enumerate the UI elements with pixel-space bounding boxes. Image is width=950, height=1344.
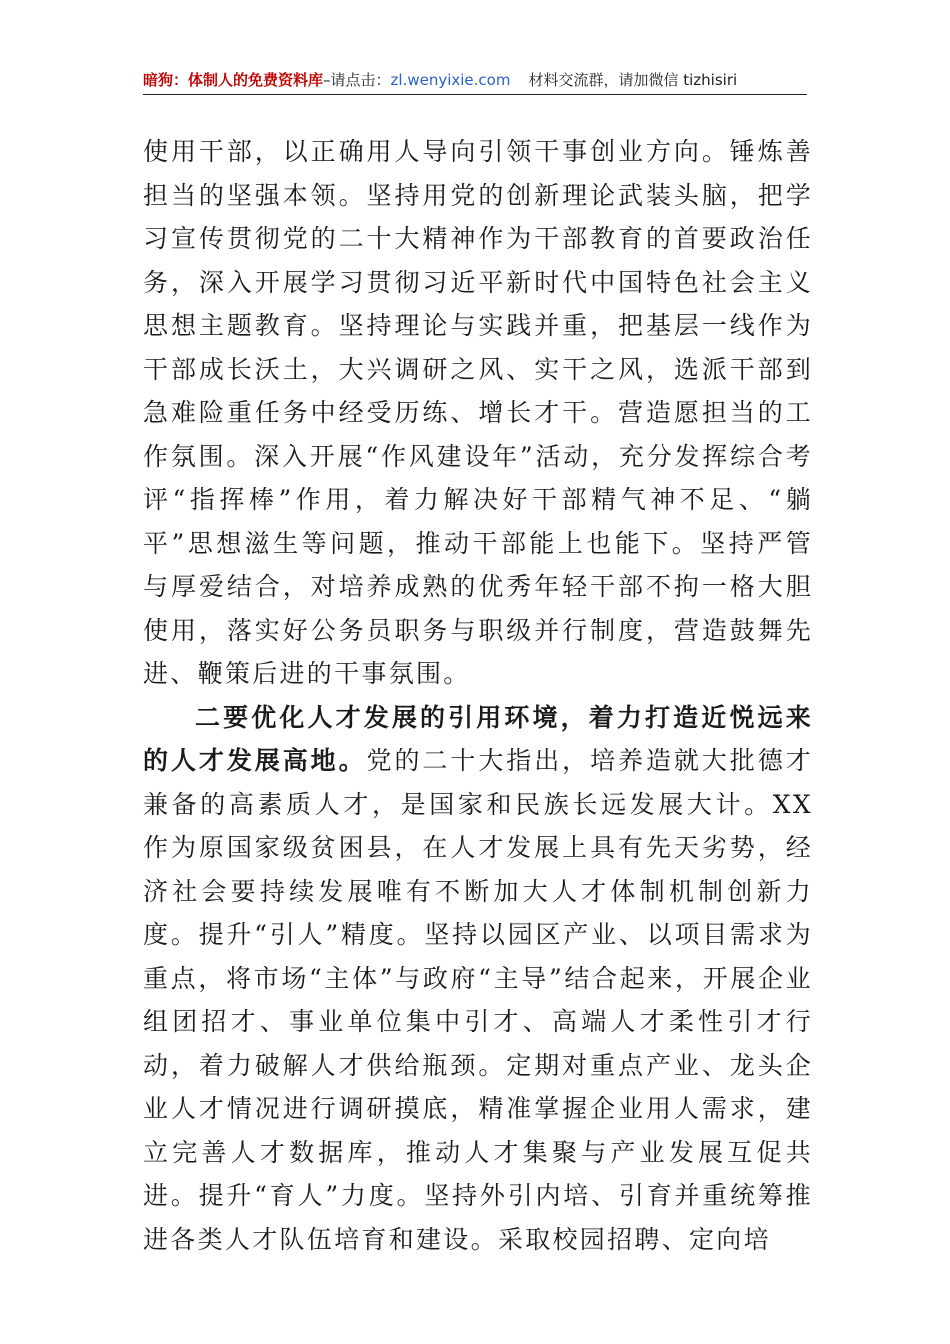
paragraph-2 bbox=[143, 696, 813, 1262]
document-body bbox=[143, 130, 813, 1261]
header-link[interactable]: zl.wenyixie.com bbox=[390, 71, 511, 89]
header-separator: –请点击： bbox=[323, 71, 391, 89]
header-contact: 材料交流群，请加微信 tizhisiri bbox=[528, 71, 738, 89]
paragraph-2-text: 党的二十大指出，培养造就大批德才兼备的高素质人才，是国家和民族长远发展大计。XX 作为原国家级贫困县，在人才发展上具有先天劣势，经济社会要持续发展唯有不断加大人才体制机制创新力度。提升“引人”精度。坚持以园区产业、以项目需求为重点，将市场“主体”与政府“主导”结合起来，开展企业组团招才、事业单位集中引才、高端人才柔性引才行动，着力破解人才供给瓶颈。定期对重点产业、龙头企业人才情况进行调研摸底，精准掌握企业用人需求，建立完善人才数据库，推动人才集聚与产业发展互促共进。提升“育人”力度。坚持外引内培、引育并重统筹推进各类人才队伍培育和建设。采取校园招聘、定向培 bbox=[143, 746, 813, 1254]
paragraph-2-heading: 二要优化人才发展的引用环境，着力打造近悦远来的人才发展高地。 bbox=[143, 702, 813, 775]
page-header bbox=[143, 66, 807, 95]
paragraph-1: 使用干部，以正确用人导向引领干事创业方向。锤炼善担当的坚强本领。坚持用党的创新理论武装头脑，把学习宣传贯彻党的二十大精神作为干部教育的首要政治任务，深入开展学习贯彻习近平新时代中国特色社会主义思想主题教育。坚持理论与实践并重，把基层一线作为干部成长沃土，大兴调研之风、实干之风，选派干部到急难险重任务中经受历练、增长才干。营造愿担当的工作氛围。深入开展“作风建设年”活动，充分发挥综合考评“指挥棒”作用，着力解决好干部精气神不足、“躺平”思想滋生等问题，推动干部能上也能下。坚持严管与厚爱结合，对培养成熟的优秀年轻干部不拘一格大胆使用，落实好公务员职务与职级并行制度，营造鼓舞先进、鞭策后进的干事氛围。 bbox=[143, 137, 813, 688]
header-brand: 暗狗：体制人的免费资料库 bbox=[143, 71, 324, 89]
